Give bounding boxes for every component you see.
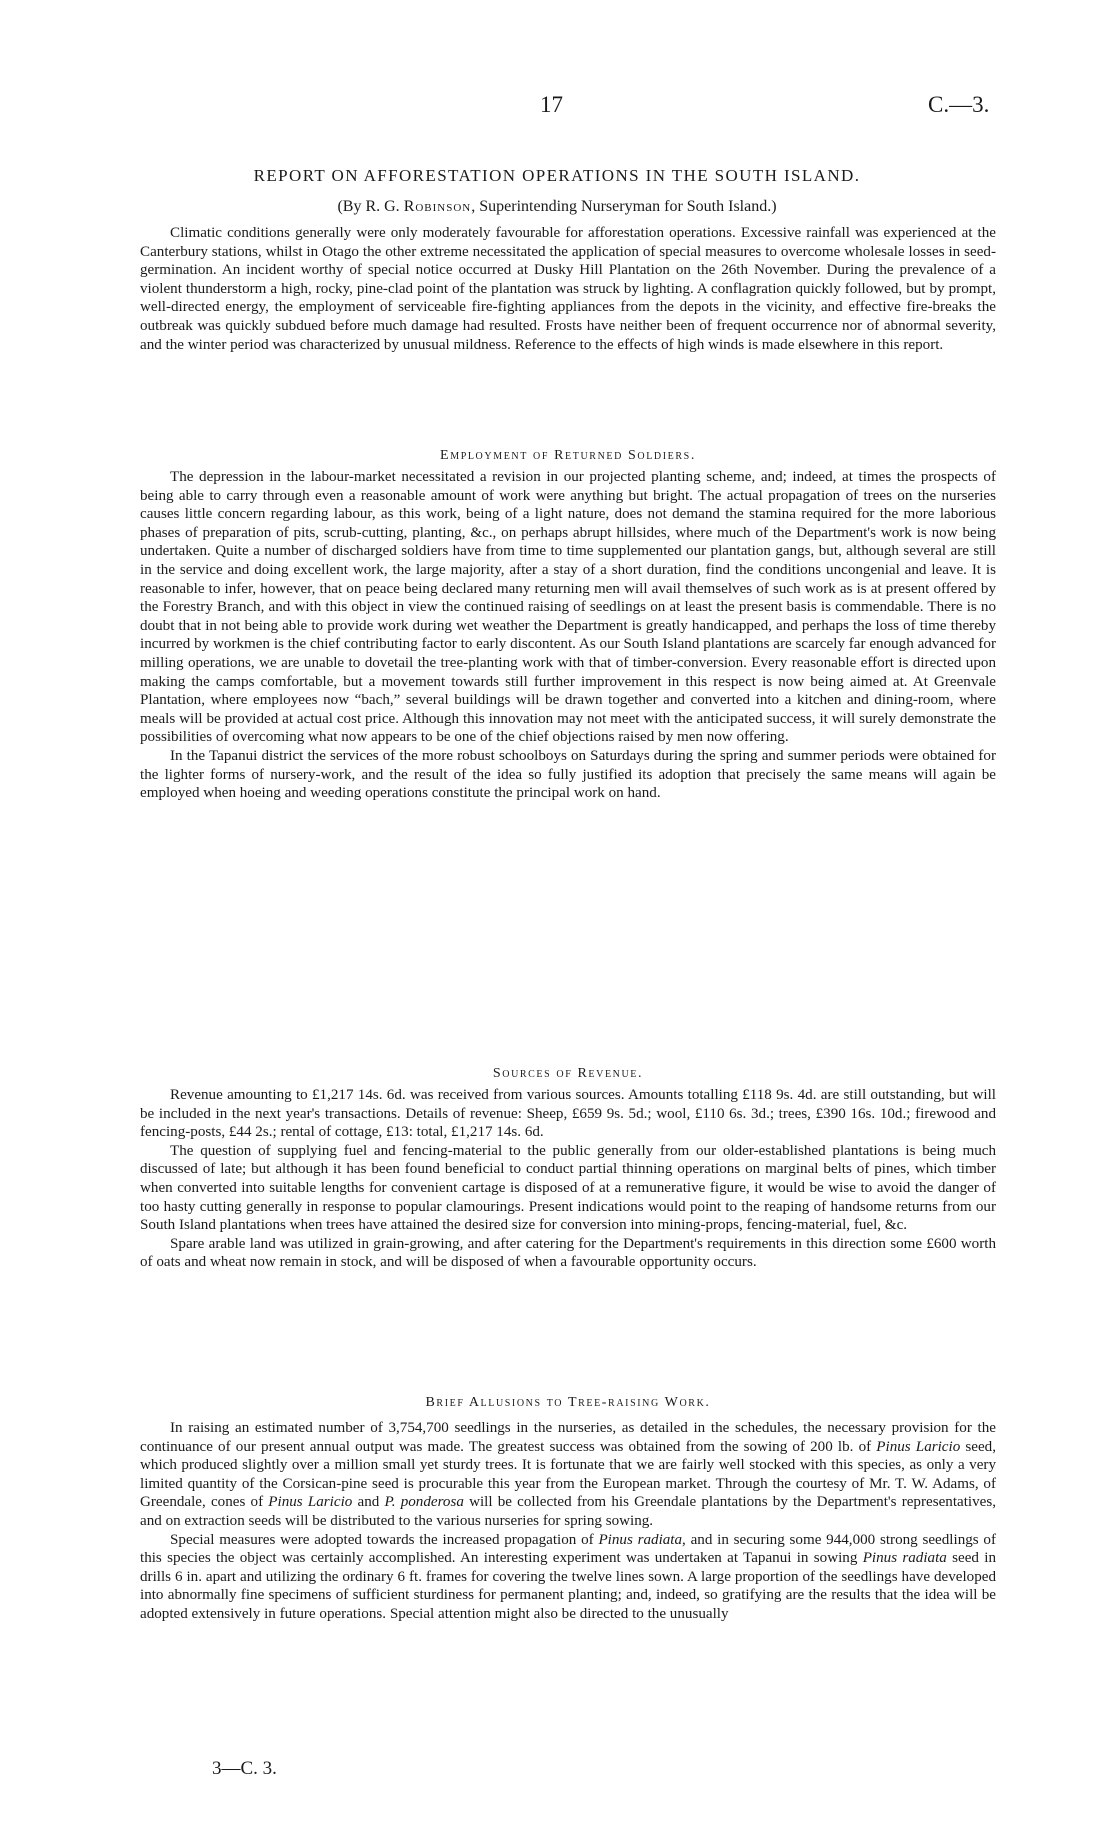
revenue-paragraph-3: Spare arable land was utilized in grain-growing, and after catering for the Department's requirements in this direction some £600 worth of oats and wheat now remain in stock, and will be disposed of when a favourable opportunity occurs. — [140, 1235, 996, 1271]
text-run: In raising an estimated number of 3,754,700 seedlings in the nurseries, as detailed in the schedules, the necessary provision for the continuance of our present annual output was made. The greatest success was obtained from the sowing of 200 lb. of — [140, 1420, 996, 1455]
footer-signature: 3—C. 3. — [212, 1758, 277, 1779]
text-run: and — [352, 1494, 385, 1511]
employment-section — [140, 448, 996, 803]
revenue-paragraph-1: Revenue amounting to £1,217 14s. 6d. was received from various sources. Amounts totalling £118 9s. 4d. are still outstanding, but will be included in the next year's transactions. Details of revenue: Sheep, £659 9s. 5d.; wool, £110 6s. 3d.; trees, £390 16s. 10d.; firewood and fencing-posts, £44 2s.; rental of cottage, £13: total, £1,217 14s. 6d. — [140, 1087, 996, 1141]
tree-raising-paragraph-2 — [140, 1531, 996, 1624]
species-name: Pinus Laricio — [876, 1438, 961, 1455]
tree-raising-heading: Brief Allusions to Tree-raising Work. — [425, 1395, 711, 1410]
employment-paragraph-1: The depression in the labour-market necessitated a revision in our projected planting scheme, and; indeed, at times the prospects of being able to carry through even a reasonable amount of work were anything but bright. The actual propagation of trees on the nurseries causes little concern regarding labour, as this work, being of a light nature, does not demand the stamina required for the more laborious phases of preparation of pits, scrub-cutting, planting, &c., on perhaps abrupt hillsides, where much of the Department's work is now being undertaken. Quite a number of discharged soldiers have from time to time supplemented our plantation gangs, but, although several are still in the service and doing excellent work, the large majority, after a stay of a short duration, find the conditions uncongenial and leave. It is reasonable to infer, however, that on peace being declared many returning men will avail themselves of such work as is at present offered by the Forestry Branch, and with this object in view the continued raising of seedlings on at least the present basis is commendable. There is no doubt that in not being able to provide work during wet weather the Department is greatly handicapped, and perhaps the loss of time thereby incurred by workmen is the chief contributing factor to early discontent. As our South Island plantations are scarcely far enough advanced for milling operations, we are unable to dovetail the tree-planting work with that of timber-conversion. Every reasonable effort is directed upon making the camps comfortable, but a movement towards still further improvement in this respect is now being aimed at. At Greenvale Plantation, where employees now “bach,” several buildings will be drawn together and converted into a kitchen and dining-room, where meals will be provided at actual cost price. Although this innovation may not meet with the anticipated success, it will surely demonstrate the possibilities of overcoming what now appears to be one of the chief objections raised by men now offering. — [140, 469, 996, 746]
employment-paragraph-2: In the Tapanui district the services of the more robust schoolboys on Saturdays during the spring and summer periods were obtained for the lighter forms of nursery-work, and the result of the idea so fully justified its adoption that precisely the same means will again be employed when hoeing and weeding operations constitute the principal work on hand. — [140, 747, 996, 802]
species-name: P. ponderosa — [384, 1494, 464, 1511]
report-title: REPORT ON AFFORESTATION OPERATIONS IN THE SOUTH ISLAND. — [253, 166, 861, 185]
byline-prefix: (By R. G. — [337, 198, 404, 215]
species-name: Pinus radiata — [598, 1531, 683, 1548]
revenue-paragraph-2: The question of supplying fuel and fencing-material to the public generally from our older-established plantations is being much discussed of late; but although it has been found beneficial to conduct partial thinning operations on marginal belts of pines, which timber when converted into suitable lengths for convenient cartage is disposed of at a remunerative figure, it would be wise to avoid the danger of too hasty cutting generally in response to popular clamourings. Present indications would point to the reaping of handsome returns from our South Island plantations when trees have attained the desired size for conversion into mining-props, fencing-material, fuel, &c. — [140, 1142, 996, 1234]
species-name: Pinus radiata — [862, 1550, 947, 1567]
text-run: will be collected from his Greendale plantations by the Department's representatives, and on extraction seeds will be distributed to the various nurseries for spring sowing. — [140, 1494, 996, 1529]
tree-raising-paragraph-1 — [140, 1419, 996, 1531]
text-run: seed, which produced slightly over a million small yet sturdy trees. It is fortunate that we are fairly well stocked with this species, as only a very limited quantity of the Corsican-pine seed is procurable this year from the European market. Through the courtesy of Mr. T. W. Adams, of Greendale, cones of — [140, 1438, 996, 1511]
page-number: 17 — [540, 92, 563, 117]
intro-section — [140, 224, 996, 354]
document-reference: C.—3. — [928, 92, 990, 117]
revenue-section — [140, 1066, 996, 1272]
tree-raising-section — [140, 1395, 996, 1624]
byline-suffix: , Superintending Nurseryman for South Island.) — [471, 198, 777, 215]
employment-heading: Employment of Returned Soldiers. — [440, 448, 696, 463]
text-run: , and in securing some 944,000 strong seedlings of this species the object was certainly accomplished. An interesting experiment was undertaken at Tapanui in sowing — [140, 1531, 996, 1567]
text-run: Special measures were adopted towards the increased propagation of — [170, 1531, 599, 1548]
byline-author: Robinson — [403, 198, 472, 215]
species-name: Pinus Laricio — [268, 1494, 353, 1511]
byline — [0, 198, 1114, 216]
revenue-heading: Sources of Revenue. — [492, 1066, 644, 1081]
intro-paragraph: Climatic conditions generally were only moderately favourable for afforestation operations. Excessive rainfall was experienced at the Canterbury stations, whilst in Otago the other extreme necessitated the application of special measures to overcome wholesale losses in seed-germination. An incident worthy of special notice occurred at Dusky Hill Plantation on the 26th November. During the prevalence of a violent thunderstorm a high, rocky, pine-clad point of the plantation was struck by lighting. A conflagration quickly followed, but by prompt, well-directed energy, the employment of serviceable fire-fighting appliances from the depots in the vicinity, and effective fire-breaks the outbreak was quickly subdued before much damage had resulted. Frosts have neither been of frequent occurrence nor of abnormal severity, and the winter period was characterized by unusual mildness. Reference to the effects of high winds is made elsewhere in this report. — [140, 225, 996, 353]
text-run: seed in drills 6 in. apart and utilizing the ordinary 6 ft. frames for covering the twelve lines sown. A large proportion of the seedlings have developed into abnormally fine specimens of sufficient sturdiness for permanent planting; and, indeed, so gratifying are the results that the idea will be adopted extensively in future operations. Special attention might also be directed to the unusually — [140, 1550, 997, 1622]
